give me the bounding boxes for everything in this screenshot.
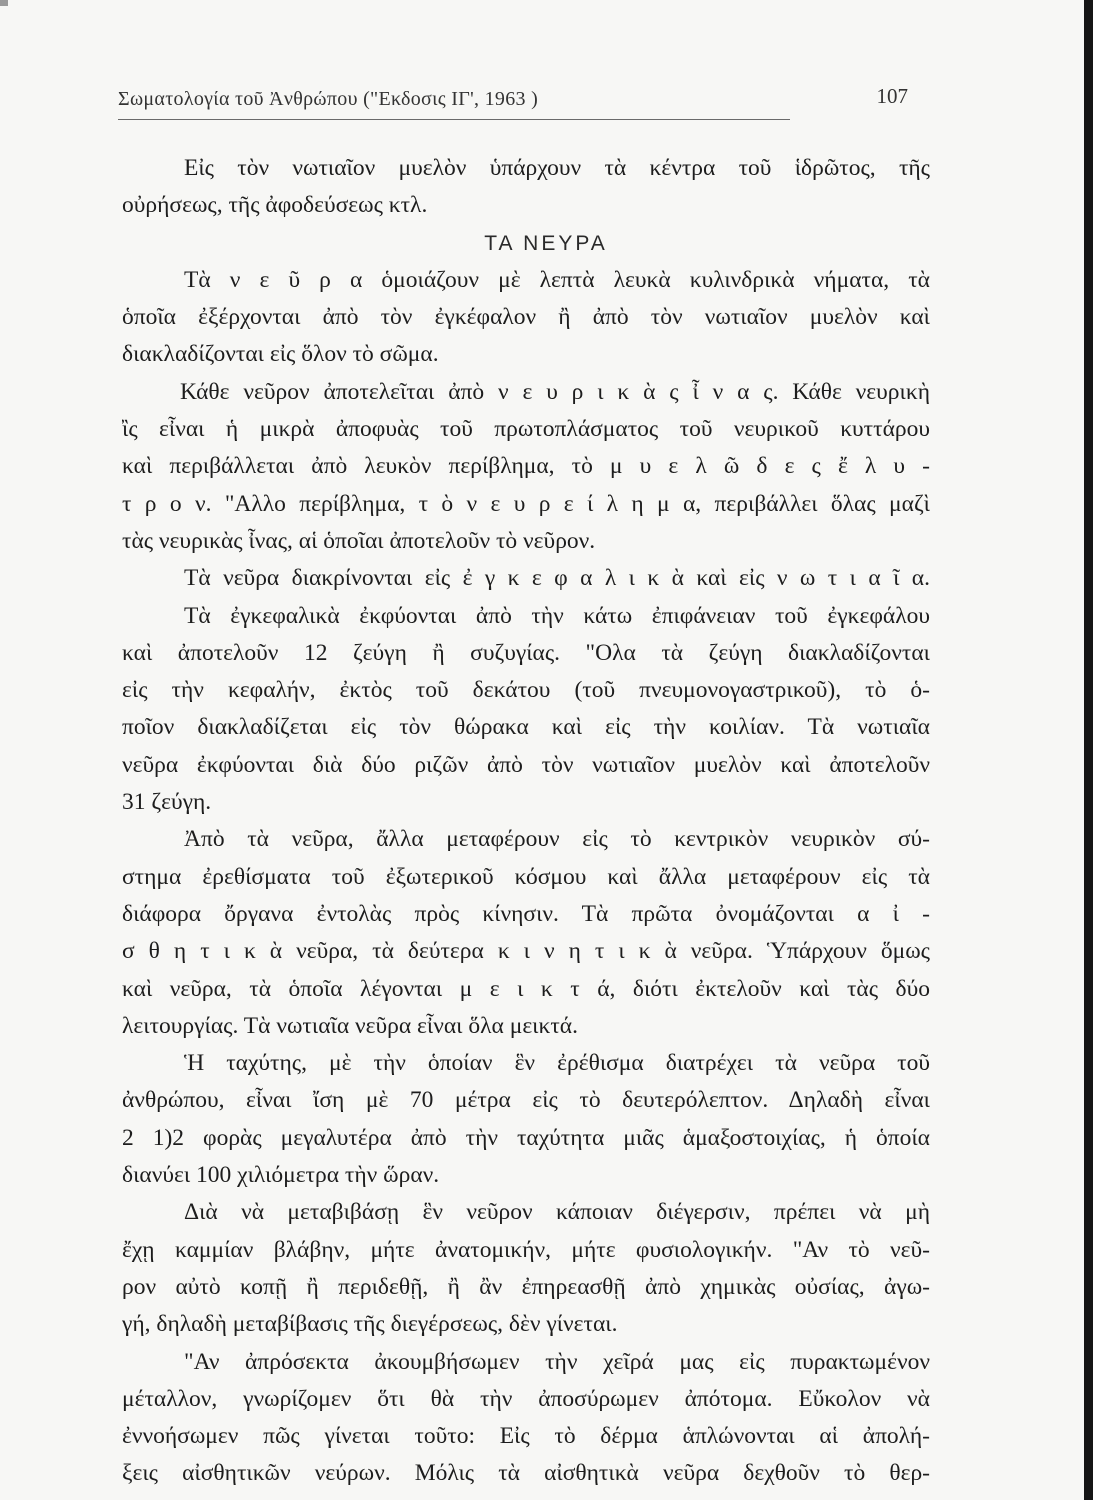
text-line: λειτουργίας. Τὰ νωτιαῖα νεῦρα εἶναι ὅλα μεικτά. xyxy=(122,1012,578,1039)
text-line: ἐννοήσωμεν πῶς γίνεται τοῦτο: Εἰς τὸ δέρμα ἁπλώνονται αἱ ἀπολή- xyxy=(122,1423,930,1450)
text-line: ἔχῃ καμμίαν βλάβην, μήτε ἀνατομικήν, μήτε φυσιολογικήν. "Αν τὸ νεῦ- xyxy=(122,1236,930,1263)
page-header xyxy=(118,84,908,110)
text-line: Ἡ ταχύτης, μὲ τὴν ὁποίαν ἓν ἐρέθισμα διατρέχει τὰ νεῦρα τοῦ xyxy=(184,1050,930,1077)
text-line: Κάθε νεῦρον ἀποτελεῖται ἀπὸ ν ε υ ρ ι κ ὰ ς ἶ ν α ς. Κάθε νευρικὴ xyxy=(180,378,930,405)
text-line: στημα ἐρεθίσματα τοῦ ἐξωτερικοῦ κόσμου καὶ ἄλλα μεταφέρουν εἰς τὰ xyxy=(122,863,930,890)
text-line: καὶ νεῦρα, τὰ ὁποῖα λέγονται μ ε ι κ τ ά, διότι ἐκτελοῦν καὶ τὰς δύο xyxy=(122,975,930,1002)
text-line: διακλαδίζονται εἰς ὅλον τὸ σῶμα. xyxy=(122,341,439,368)
text-line: εἰς τὴν κεφαλήν, ἐκτὸς τοῦ δεκάτου (τοῦ πνευμονογαστρικοῦ), τὸ ὁ- xyxy=(122,677,930,704)
text-line: 31 ζεύγη. xyxy=(122,789,212,816)
text-line: καὶ ἀποτελοῦν 12 ζεύγη ἢ συζυγίας. "Ολα τὰ ζεύγη διακλαδίζονται xyxy=(122,639,930,666)
text-line: νεῦρα ἐκφύονται διὰ δύο ριζῶν ἀπὸ τὸν νωτιαῖον μυελὸν καὶ ἀποτελοῦν xyxy=(122,751,930,778)
text-line: διανύει 100 χιλιόμετρα τὴν ὥραν. xyxy=(122,1162,440,1189)
text-line: 2 1)2 φορὰς μεγαλυτέρα ἀπὸ τὴν ταχύτητα μιᾶς ἁμαξοστοιχίας, ἡ ὁποία xyxy=(122,1124,930,1151)
text-line: μέταλλον, γνωρίζομεν ὅτι θὰ τὴν ἀποσύρωμεν ἀπότομα. Εὔκολον νὰ xyxy=(122,1385,930,1412)
text-line: καὶ περιβάλλεται ἀπὸ λευκὸν περίβλημα, τὸ μ υ ε λ ῶ δ ε ς ἔ λ υ - xyxy=(122,453,930,480)
section-heading: ΤΑ ΝΕΥΡΑ xyxy=(484,231,608,255)
text-line: ἲς εἶναι ἡ μικρὰ ἀποφυὰς τοῦ πρωτοπλάσματος τοῦ νευρικοῦ κυττάρου xyxy=(122,416,930,443)
scan-corner-mark xyxy=(0,0,8,6)
text-line: Εἰς τὸν νωτιαῖον μυελὸν ὑπάρχουν τὰ κέντρα τοῦ ἱδρῶτος, τῆς xyxy=(184,155,930,181)
text-line: ἀνθρώπου, εἶναι ἴση μὲ 70 μέτρα εἰς τὸ δευτερόλεπτον. Δηλαδὴ εἶναι xyxy=(122,1087,930,1114)
body-text xyxy=(122,150,930,1493)
text-line: ρον αὐτὸ κοπῇ ἢ περιδεθῇ, ἢ ἂν ἐπηρεασθῇ ἀπὸ χημικὰς οὐσίας, ἀγω- xyxy=(122,1273,930,1300)
text-line: σ θ η τ ι κ ὰ νεῦρα, τὰ δεύτερα κ ι ν η τ ι κ ὰ νεῦρα. Ὑπάρχουν ὅμως xyxy=(122,938,930,965)
text-line: ξεις αἰσθητικῶν νεύρων. Μόλις τὰ αἰσθητικὰ νεῦρα δεχθοῦν τὸ θερ- xyxy=(122,1460,930,1487)
text-line: Ἀπὸ τὰ νεῦρα, ἄλλα μεταφέρουν εἰς τὸ κεντρικὸν νευρικὸν σύ- xyxy=(184,826,930,853)
text-line: ποῖον διακλαδίζεται εἰς τὸν θώρακα καὶ εἰς τὴν κοιλίαν. Τὰ νωτιαῖα xyxy=(122,714,930,741)
text-line: γή, δηλαδὴ μεταβίβασις τῆς διεγέρσεως, δὲν γίνεται. xyxy=(122,1311,618,1338)
page-number: 107 xyxy=(876,84,908,108)
text-line: Τὰ ἐγκεφαλικὰ ἐκφύονται ἀπὸ τὴν κάτω ἐπιφάνειαν τοῦ ἐγκεφάλου xyxy=(184,602,930,629)
text-line: τ ρ ο ν. "Αλλο περίβλημα, τ ὸ ν ε υ ρ ε ί λ η μ α, περιβάλλει ὅλας μαζὶ xyxy=(122,490,930,517)
text-line: "Αν ἀπρόσεκτα ἀκουμβήσωμεν τὴν χεῖρά μας εἰς πυρακτωμένον xyxy=(184,1348,930,1375)
scan-edge xyxy=(1084,0,1093,1500)
text-line: διάφορα ὄργανα ἐντολὰς πρὸς κίνησιν. Τὰ πρῶτα ὀνομάζονται α ἰ - xyxy=(122,900,930,927)
text-line: Τὰ ν ε ῦ ρ α ὁμοιάζουν μὲ λεπτὰ λευκὰ κυλινδρικὰ νήματα, τὰ xyxy=(184,266,930,293)
header-rule xyxy=(118,119,790,120)
running-head: Σωματολογία τοῦ Ἀνθρώπου ("Εκδοσις ΙΓ', 1963 ) xyxy=(118,88,539,110)
text-line: ὁποῖα ἐξέρχονται ἀπὸ τὸν ἐγκέφαλον ἢ ἀπὸ τὸν νωτιαῖον μυελὸν καὶ xyxy=(122,304,930,331)
text-line: Διὰ νὰ μεταβιβάσῃ ἓν νεῦρον κάποιαν διέγερσιν, πρέπει νὰ μὴ xyxy=(184,1199,930,1226)
text-line: τὰς νευρικὰς ἶνας, αἱ ὁποῖαι ἀποτελοῦν τὸ νεῦρον. xyxy=(122,527,596,554)
text-line: Τὰ νεῦρα διακρίνονται εἰς ἐ γ κ ε φ α λ ι κ ὰ καὶ εἰς ν ω τ ι α ῖ α. xyxy=(184,565,930,592)
text-line: οὐρήσεως, τῆς ἀφοδεύσεως κτλ. xyxy=(122,192,428,219)
